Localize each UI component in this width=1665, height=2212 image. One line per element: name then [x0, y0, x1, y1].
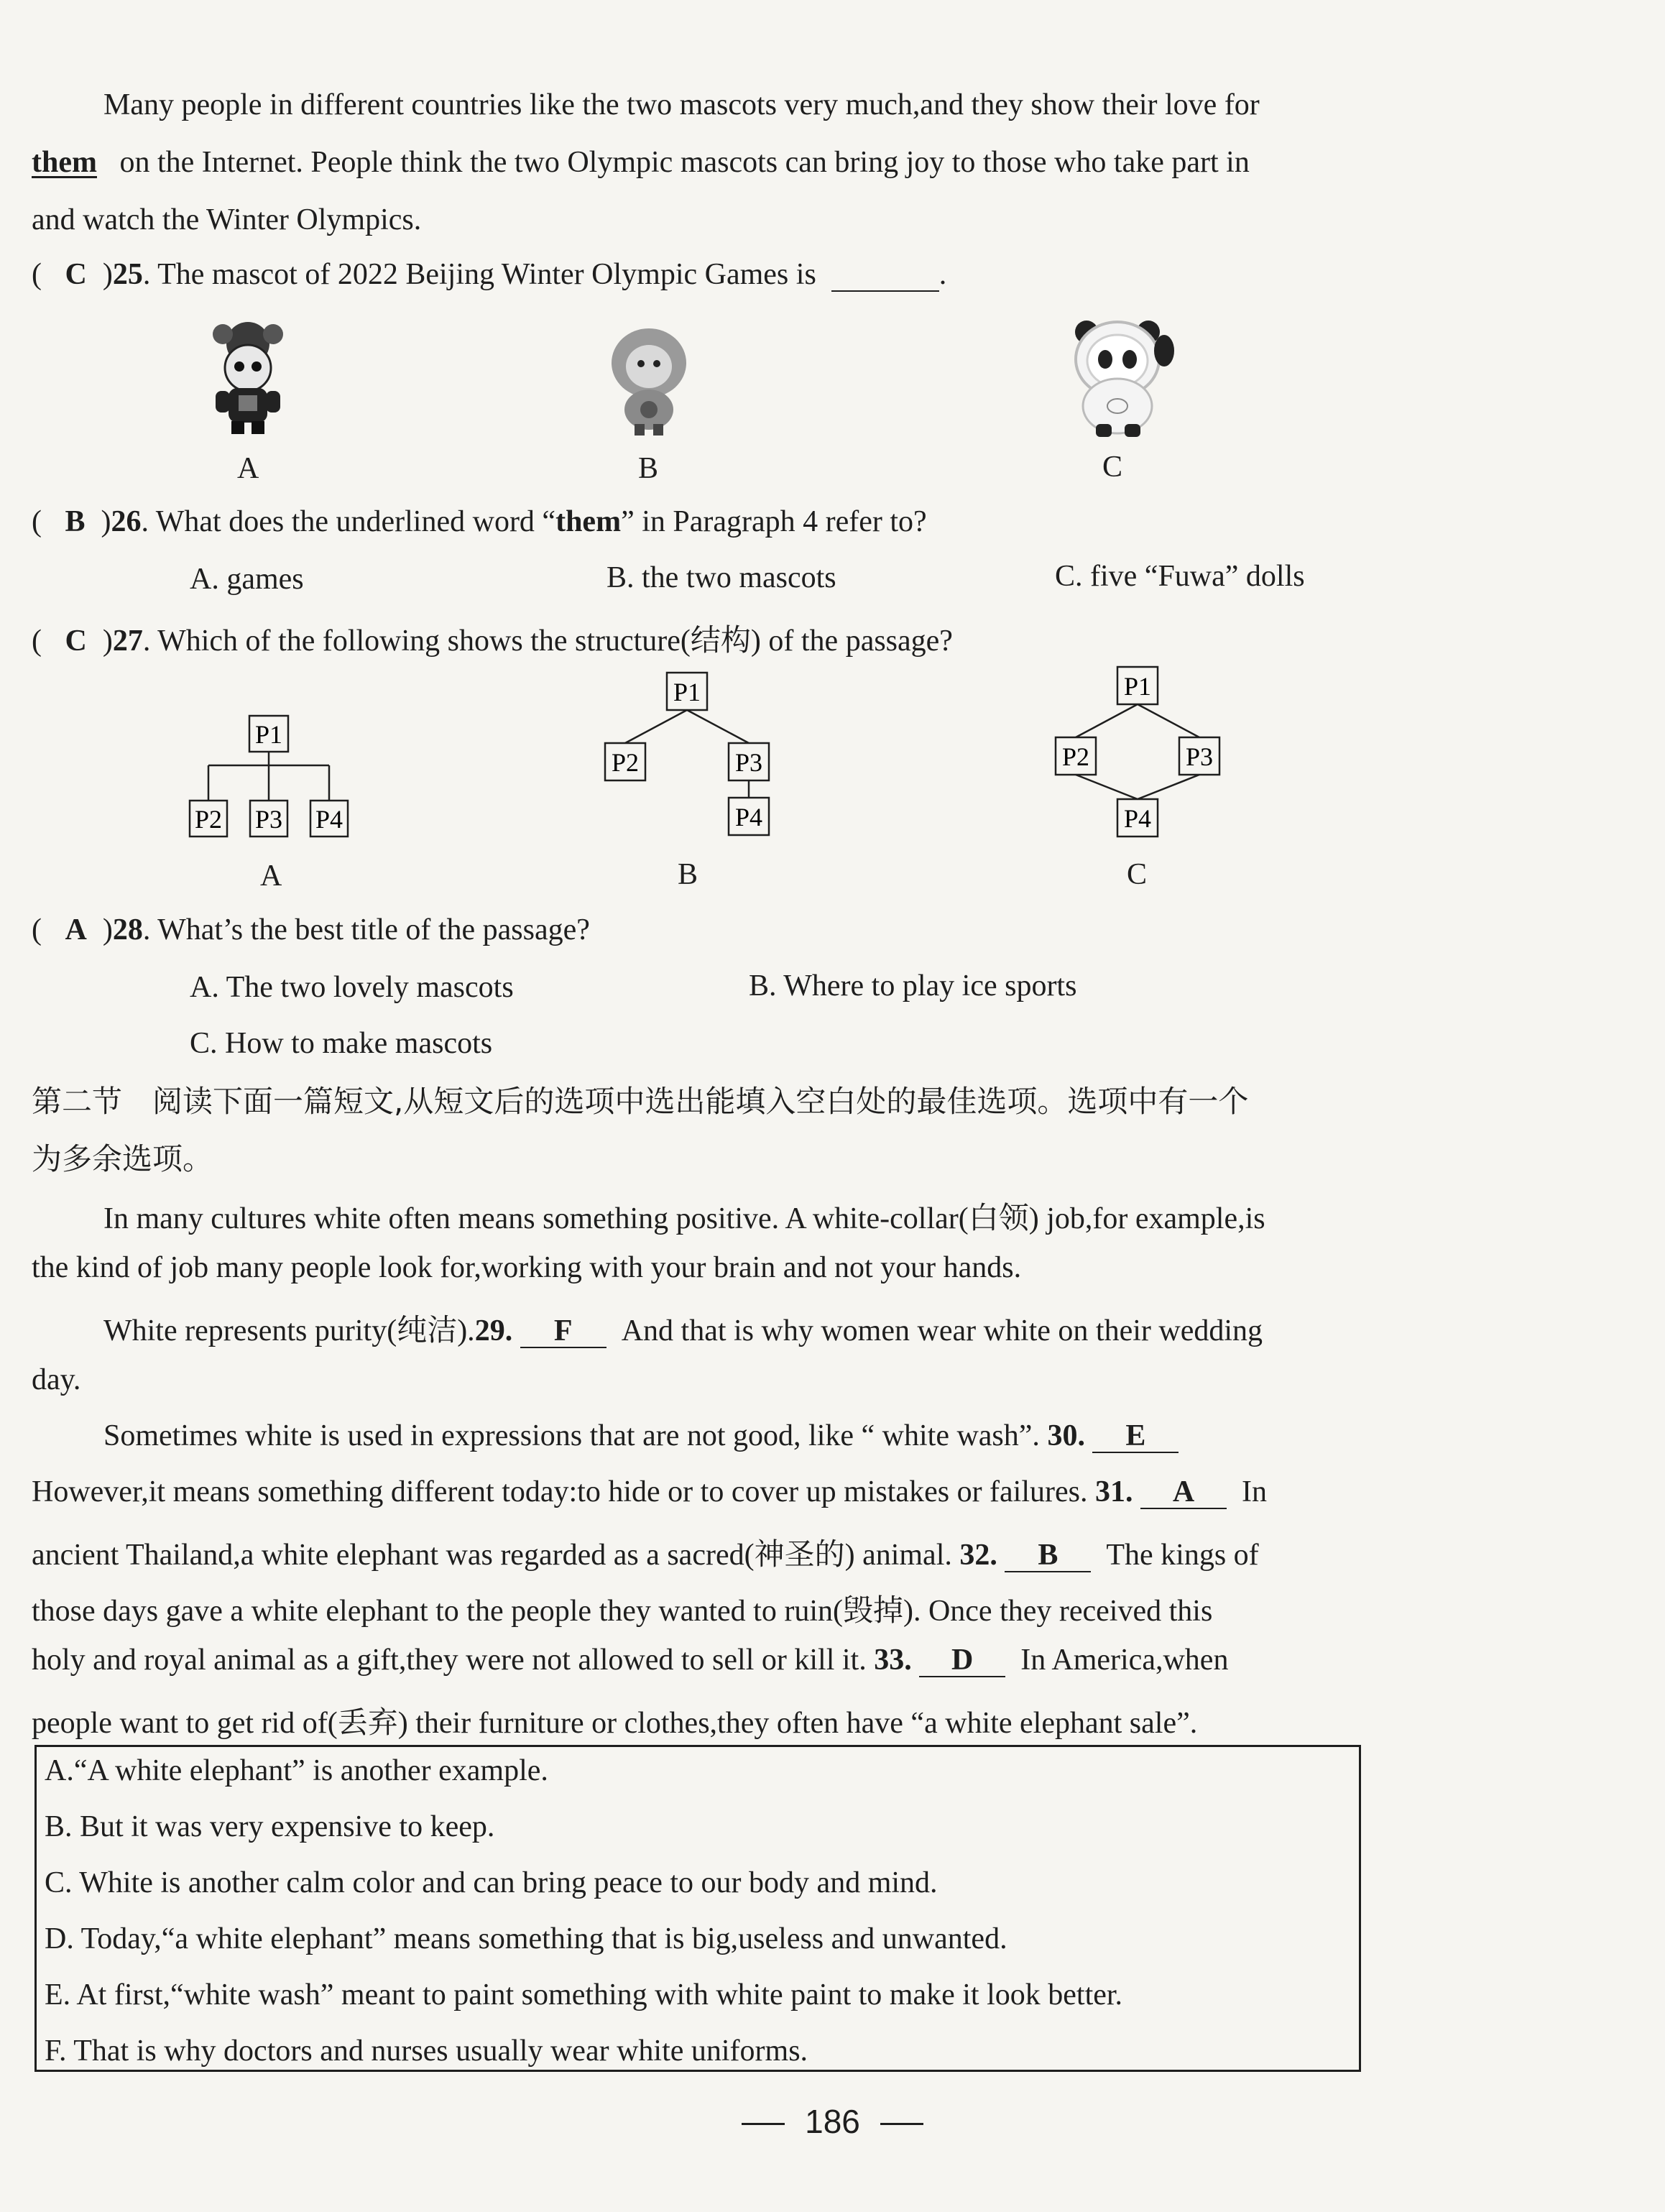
q26-option-b: B. the two mascots [606, 561, 836, 594]
q26-option-c: C. five “Fuwa” dolls [1055, 560, 1305, 593]
q26-text-before: . What does the underlined word “ [141, 505, 556, 538]
structure-diagram-b [596, 668, 798, 848]
box-option-c: C. White is another calm color and can bring peace to our body and mind. [45, 1866, 938, 1899]
blank-31-number: 31. [1095, 1475, 1133, 1508]
diagram-b-p3: P3 [734, 748, 763, 777]
p3-text-g: In America,when [1020, 1644, 1229, 1677]
q26-number: 26 [111, 505, 142, 538]
passage2-p2-line2: day. [32, 1363, 81, 1396]
section2-heading-line1: 第二节 阅读下面一篇短文,从短文后的选项中选出能填入空白处的最佳选项。选项中有一个 [32, 1084, 1249, 1119]
q25-answer: C [65, 258, 87, 291]
options-box [34, 1745, 1361, 2072]
blank-32-number: 32. [959, 1539, 997, 1572]
diagram-a-p2: P2 [194, 805, 223, 834]
diagram-b-p4: P4 [734, 803, 763, 831]
blank-31: A [1140, 1476, 1227, 1509]
diagram-c-label: C [1127, 858, 1148, 891]
p3-text-f: holy and royal animal as a gift,they were not allowed to sell or kill it. [32, 1644, 867, 1677]
q25-option-b: B [638, 452, 659, 485]
mascot-image-b [602, 323, 696, 438]
q28-number: 28 [112, 913, 143, 946]
footer-dash-right [880, 2123, 923, 2125]
blank-33: D [919, 1644, 1005, 1677]
blank-32: B [1005, 1539, 1091, 1572]
q28-option-c: C. How to make mascots [190, 1027, 493, 1060]
blank-29-number: 29. [474, 1314, 513, 1347]
diagram-a-p3: P3 [254, 805, 283, 834]
diagram-b-p1: P1 [673, 678, 701, 706]
passage-line-3: and watch the Winter Olympics. [32, 203, 422, 236]
q27-text: . Which of the following shows the structure(结构) of the passage? [142, 625, 953, 658]
p3-text-c: In [1242, 1475, 1267, 1508]
diagram-b-p2: P2 [611, 748, 640, 777]
diagram-a-label: A [260, 860, 282, 893]
q26-text-after: ” in Paragraph 4 refer to? [621, 505, 927, 538]
p2-text-b: And that is why women wear white on their wedding [621, 1314, 1263, 1347]
p3-text-a: Sometimes white is used in expressions that are not good, like “ white wash”. [103, 1419, 1040, 1452]
question-28: ( A )28. What’s the best title of the passage? [32, 913, 590, 946]
box-option-a: A.“A white elephant” is another example. [45, 1754, 548, 1787]
q27-number: 27 [112, 625, 143, 658]
q25-option-a: A [237, 452, 259, 485]
box-option-b: B. But it was very expensive to keep. [45, 1810, 495, 1843]
q26-answer: B [65, 505, 86, 538]
p3-text-e: The kings of [1106, 1539, 1259, 1572]
page-number-footer [0, 2102, 1665, 2141]
passage2-p3-line5 [32, 1643, 1228, 1677]
passage-line-1: Many people in different countries like the two mascots very much,and they show their love for [103, 88, 1260, 121]
passage2-p3-line6: people want to get rid of(丢弃) their furniture or clothes,they often have “a white elephant sale”. [32, 1707, 1198, 1740]
underlined-word-them: them [32, 146, 97, 179]
passage2-p3-line1 [103, 1419, 1179, 1453]
q25-option-c: C [1102, 451, 1123, 484]
box-option-d: D. Today,“a white elephant” means something that is big,useless and unwanted. [45, 1922, 1007, 1955]
p3-text-b: However,it means something different today:to hide or to cover up mistakes or failures. [32, 1475, 1088, 1508]
box-option-f: F. That is why doctors and nurses usually wear white uniforms. [45, 2034, 808, 2068]
page-number: 186 [805, 2103, 860, 2140]
q28-text: . What’s the best title of the passage? [142, 913, 590, 946]
diagram-c-p2: P2 [1061, 742, 1090, 771]
passage2-p3-line2 [32, 1475, 1267, 1509]
blank-30-number: 30. [1047, 1419, 1085, 1452]
q25-number: 25 [112, 258, 143, 291]
diagram-a-p1: P1 [254, 720, 283, 749]
passage2-p1-line1: In many cultures white often means something positive. A white-collar(白领) job,for example,is [103, 1202, 1265, 1235]
structure-diagram-a [180, 711, 359, 855]
question-27: ( C )27. Which of the following shows the structure(结构) of the passage? [32, 625, 953, 658]
q25-period: . [938, 258, 947, 291]
passage-line-2 [32, 145, 1250, 180]
q25-blank [831, 259, 939, 292]
blank-33-number: 33. [874, 1644, 912, 1677]
footer-dash-left [742, 2123, 785, 2125]
question-25: ( C )25. The mascot of 2022 Beijing Winter Olympic Games is . [32, 258, 947, 291]
blank-30: E [1092, 1420, 1179, 1453]
q25-text: . The mascot of 2022 Beijing Winter Olympic Games is [142, 258, 816, 291]
q28-option-b: B. Where to play ice sports [749, 969, 1077, 1003]
box-option-e: E. At first,“white wash” meant to paint something with white paint to make it look better. [45, 1978, 1123, 2011]
diagram-c-p4: P4 [1123, 804, 1152, 833]
diagram-c-p3: P3 [1185, 742, 1214, 771]
passage-line-2-rest: on the Internet. People think the two Olympic mascots can bring joy to those who take part in [119, 146, 1250, 179]
q27-answer: C [65, 625, 87, 658]
p3-text-d: ancient Thailand,a white elephant was regarded as a sacred(神圣的) animal. [32, 1539, 952, 1572]
q28-option-a: A. The two lovely mascots [190, 971, 514, 1004]
diagram-b-label: B [678, 858, 698, 891]
question-26: ( B )26. What does the underlined word “them” in Paragraph 4 refer to? [32, 505, 927, 538]
section2-heading-line2: 为多余选项。 [32, 1141, 213, 1176]
q28-answer: A [65, 913, 87, 946]
mascot-image-a [194, 316, 302, 438]
p2-text-a: White represents purity(纯洁). [103, 1314, 475, 1347]
q26-option-a: A. games [190, 563, 304, 596]
q26-word: them [555, 505, 622, 538]
diagram-c-p1: P1 [1123, 672, 1152, 701]
structure-diagram-c [1046, 663, 1247, 842]
diagram-a-p4: P4 [315, 805, 343, 834]
passage2-p3-line4: those days gave a white elephant to the people they wanted to ruin(毁掉). Once they received this [32, 1595, 1213, 1628]
passage2-p3-line3 [32, 1531, 1259, 1574]
mascot-image-c [1056, 309, 1179, 438]
blank-29: F [520, 1315, 606, 1348]
passage2-p1-line2: the kind of job many people look for,working with your brain and not your hands. [32, 1251, 1022, 1284]
passage2-p2-line1 [103, 1307, 1263, 1350]
